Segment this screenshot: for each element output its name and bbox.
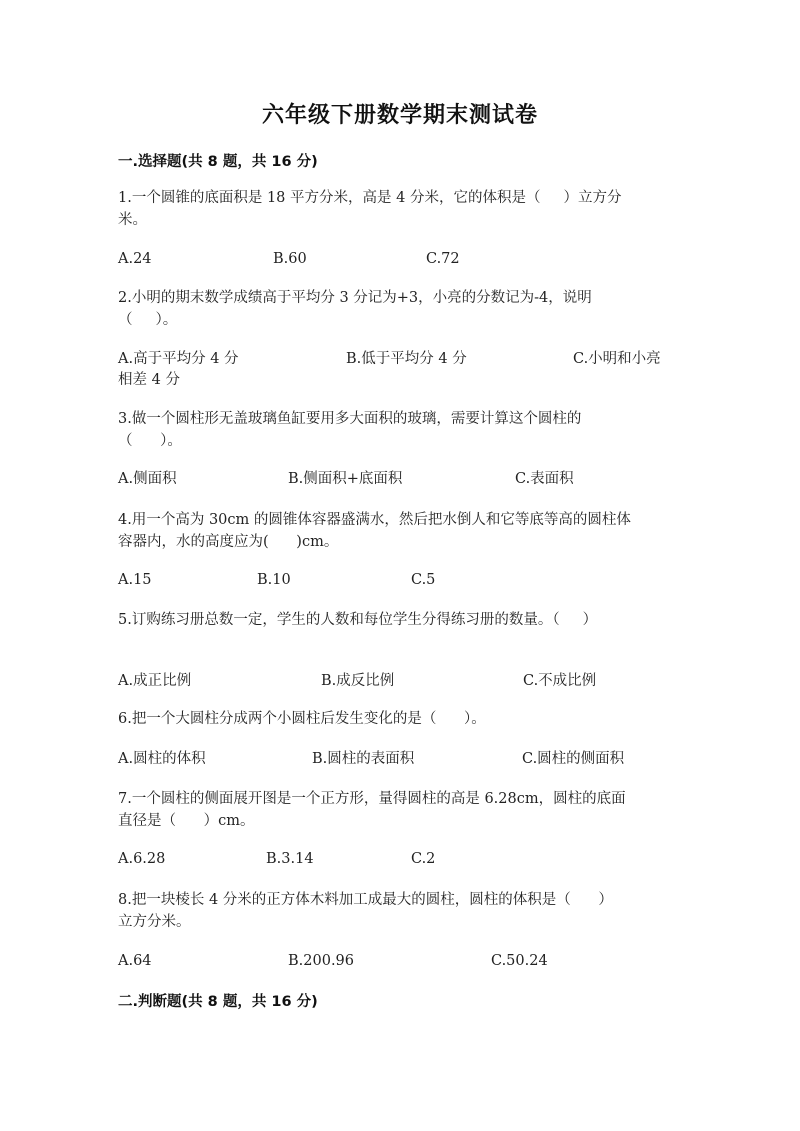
option-a: A.侧面积 xyxy=(118,471,177,487)
question-text-line: 米。 xyxy=(118,212,147,228)
section-heading-judge: 二.判断题(共 8 题，共 16 分) xyxy=(118,994,318,1010)
option-a: A.圆柱的体积 xyxy=(118,751,206,767)
option-a: A.6.28 xyxy=(118,851,166,867)
option-c: C.2 xyxy=(411,851,436,867)
option-c-continuation: 相差 4 分 xyxy=(118,372,180,388)
option-b: B.200.96 xyxy=(288,953,355,969)
question-text-line: 5.订购练习册总数一定，学生的人数和每位学生分得练习册的数量。（ ） xyxy=(118,612,598,628)
question-text-line: 容器内，水的高度应为( )cm。 xyxy=(118,534,339,550)
question-text-line: 2.小明的期末数学成绩高于平均分 3 分记为+3，小亮的分数记为-4，说明 xyxy=(118,290,592,306)
option-c: C.小明和小亮 xyxy=(573,351,661,367)
option-b: B.低于平均分 4 分 xyxy=(346,351,467,367)
option-b: B.10 xyxy=(257,572,291,588)
question-text-line: 1.一个圆锥的底面积是 18 平方分米，高是 4 分米，它的体积是（ ）立方分 xyxy=(118,190,622,206)
options-row xyxy=(118,950,698,972)
question-text-line: 立方分米。 xyxy=(118,914,191,930)
option-a: A.64 xyxy=(118,953,152,969)
option-a: A.成正比例 xyxy=(118,673,192,689)
question-6 xyxy=(118,708,684,730)
question-text-line: 3.做一个圆柱形无盖玻璃鱼缸要用多大面积的玻璃，需要计算这个圆柱的 xyxy=(118,411,582,427)
option-b: B.成反比例 xyxy=(321,673,395,689)
question-text-line: 6.把一个大圆柱分成两个小圆柱后发生变化的是（ ）。 xyxy=(118,711,486,727)
option-a: A.15 xyxy=(118,572,152,588)
question-text-line: （ ）。 xyxy=(118,312,178,328)
question-8 xyxy=(118,889,684,933)
question-text-line: 直径是（ ）cm。 xyxy=(118,813,255,829)
options-row xyxy=(118,248,698,270)
options-row xyxy=(118,348,698,370)
question-5 xyxy=(118,609,684,631)
question-text-line: 8.把一块棱长 4 分米的正方体木料加工成最大的圆柱，圆柱的体积是（ ） xyxy=(118,892,613,908)
options-row xyxy=(118,569,698,591)
option-b: B.侧面积+底面积 xyxy=(288,471,403,487)
option-c: C.表面积 xyxy=(515,471,574,487)
option-c: C.72 xyxy=(426,251,460,267)
question-text-line: 4.用一个高为 30cm 的圆锥体容器盛满水，然后把水倒人和它等底等高的圆柱体 xyxy=(118,512,631,528)
option-c: C.不成比例 xyxy=(523,673,597,689)
question-7 xyxy=(118,788,684,832)
options-row xyxy=(118,748,698,770)
question-1 xyxy=(118,187,684,231)
question-4 xyxy=(118,509,684,553)
option-b: B.60 xyxy=(273,251,307,267)
section-heading-choice: 一.选择题(共 8 题，共 16 分) xyxy=(118,154,318,170)
option-c: C.50.24 xyxy=(491,953,548,969)
question-2 xyxy=(118,287,684,331)
page-title: 六年级下册数学期末测试卷 xyxy=(261,103,538,128)
option-c: C.圆柱的侧面积 xyxy=(522,751,625,767)
option-c: C.5 xyxy=(411,572,436,588)
question-3 xyxy=(118,408,684,452)
options-row xyxy=(118,848,698,870)
option-a: A.高于平均分 4 分 xyxy=(118,351,239,367)
question-text-line: （ ）。 xyxy=(118,433,182,449)
options-row xyxy=(118,468,698,490)
question-text-line: 7.一个圆柱的侧面展开图是一个正方形，量得圆柱的高是 6.28cm，圆柱的底面 xyxy=(118,791,626,807)
options-row xyxy=(118,670,698,692)
option-b: B.圆柱的表面积 xyxy=(312,751,415,767)
option-b: B.3.14 xyxy=(266,851,314,867)
option-a: A.24 xyxy=(118,251,152,267)
